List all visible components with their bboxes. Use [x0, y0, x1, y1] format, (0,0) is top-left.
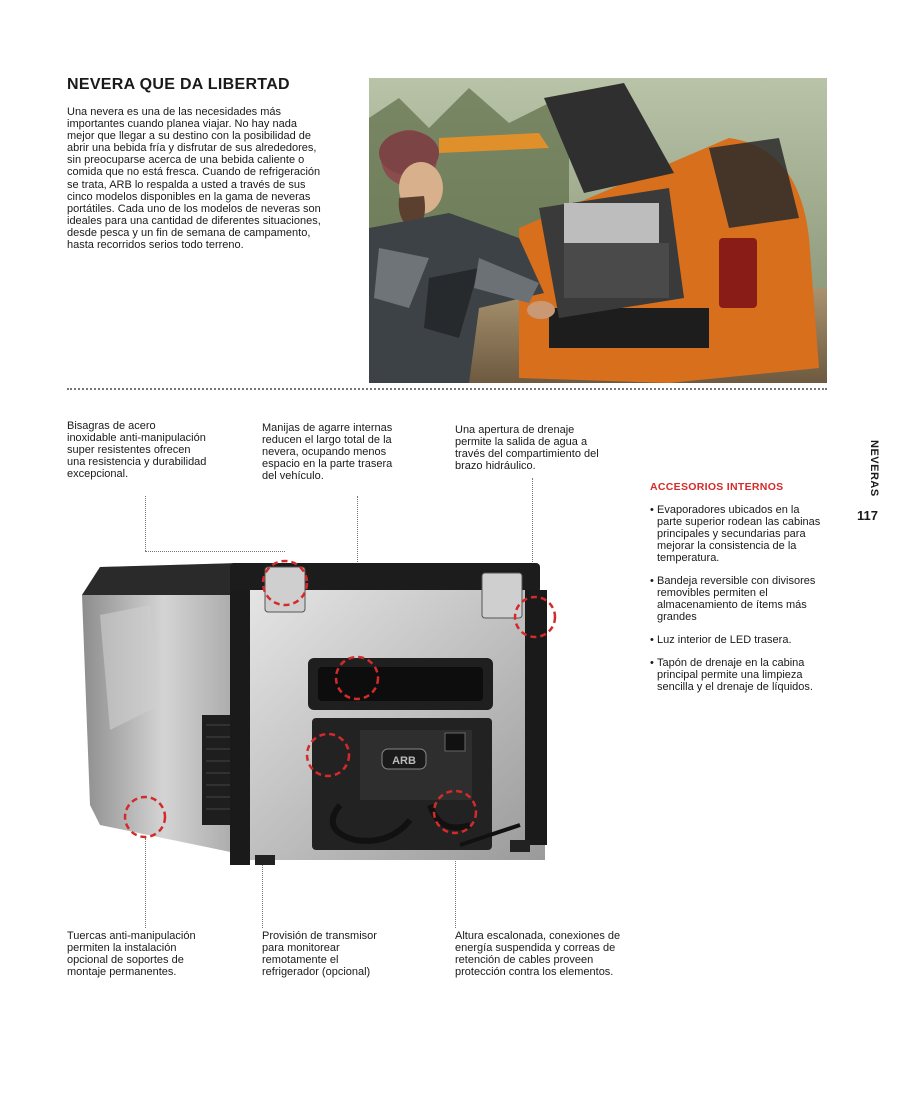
section-tab: NEVERAS	[868, 440, 880, 497]
list-item: • Bandeja reversible con divisores removibles permiten el almacenamiento de ítems más grandes	[650, 575, 825, 623]
fridge-product-image	[80, 555, 560, 875]
list-item: • Tapón de drenaje en la cabina principal permite una limpieza sencilla y el drenaje de líquidos.	[650, 657, 825, 693]
leader-hinges	[145, 496, 146, 551]
leader-hinges-h	[145, 551, 285, 552]
section-divider	[67, 388, 827, 390]
accessories-title: ACCESORIOS INTERNOS	[650, 481, 784, 493]
page-number: 117	[857, 508, 878, 523]
accessories-list	[650, 504, 825, 704]
lifestyle-photo	[369, 78, 827, 383]
callout-transmitter: Provisión de transmisor para monitorear remotamente el refrigerador (opcional)	[262, 930, 377, 978]
page-title: NEVERA QUE DA LIBERTAD	[67, 76, 290, 93]
product-logo-text: ARB	[392, 755, 416, 767]
intro-paragraph: Una nevera es una de las necesidades más importantes cuando planea viajar. No hay nada mejor que llegar a su destino con la posibilidad de abrir una bebida fría y disfrutar de sus alrededores, sin preocuparse acerca de una bebida caliente o comida que no está fresca. Cuando de refrigeración se trata, ARB lo respalda a usted a través de sus cinco modelos disponibles en la gama de neveras portátiles. Cada uno de los modelos de neveras son ideales para una cantidad de diferentes situaciones, desde pesca y un fin de semana de campamento, hasta recorridos serios todo terreno.	[67, 106, 321, 252]
list-item: • Luz interior de LED trasera.	[650, 634, 825, 646]
callout-nuts: Tuercas anti-manipulación permiten la instalación opcional de soportes de montaje permanentes.	[67, 930, 196, 978]
callout-power: Altura escalonada, conexiones de energía suspendida y correas de retención de cables proveen protección contra los elementos.	[455, 930, 621, 978]
list-item: • Evaporadores ubicados en la parte superior rodean las cabinas principales y secundarias para mejorar la consistencia de la temperatura.	[650, 504, 825, 564]
callout-hinges: Bisagras de acero inoxidable anti-manipulación super resistentes ofrecen una resistencia y durabilidad excepcional.	[67, 420, 207, 480]
callout-grip-handles: Manijas de agarre internas reducen el largo total de la nevera, ocupando menos espacio en la parte trasera del vehículo.	[262, 422, 393, 482]
callout-drain: Una apertura de drenaje permite la salida de agua a través del compartimiento del brazo hidráulico.	[455, 424, 599, 472]
